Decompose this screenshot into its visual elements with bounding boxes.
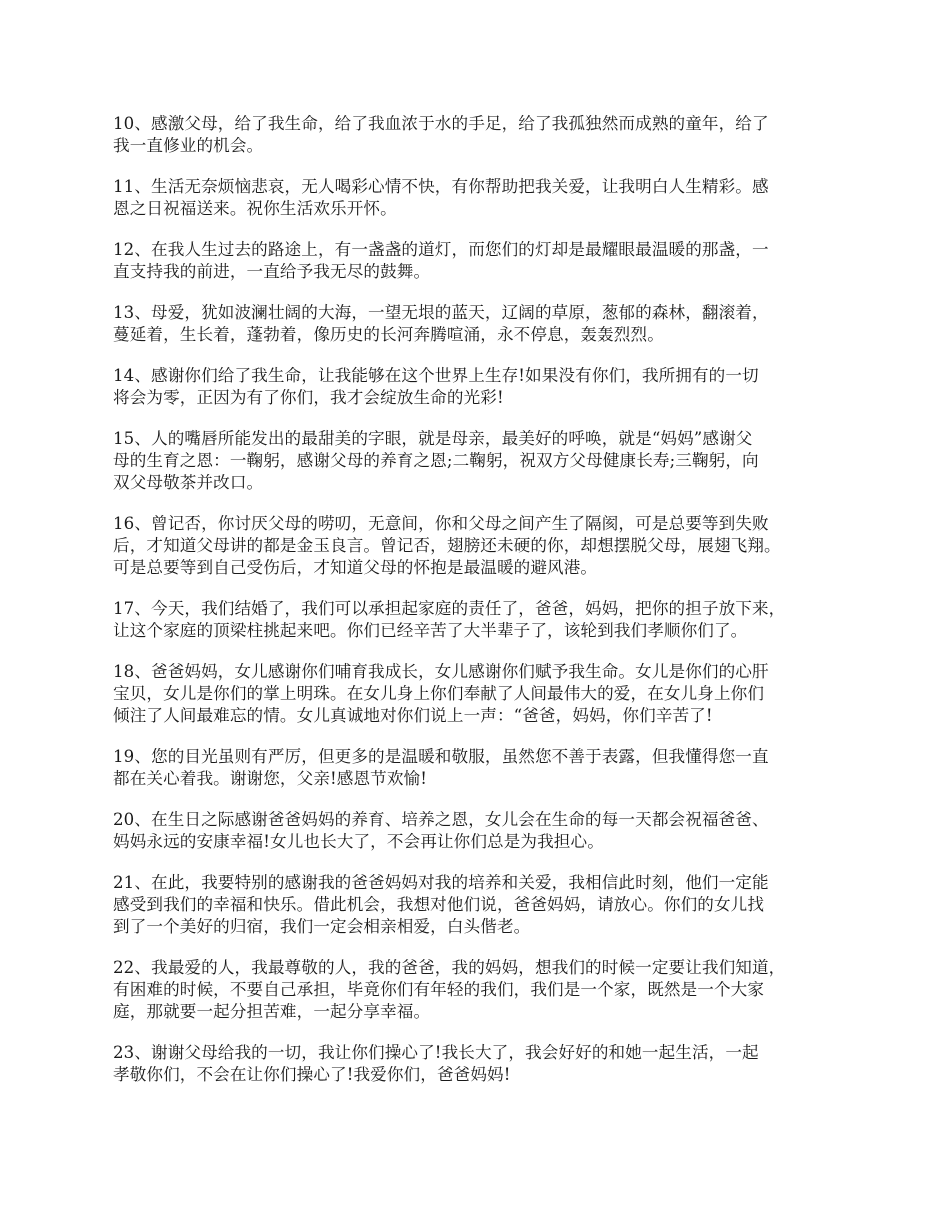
- paragraph-line: 双父母敬茶并改口。: [113, 473, 264, 492]
- paragraph-line: 18、爸爸妈妈，女儿感谢你们哺育我成长，女儿感谢你们赋予我生命。女儿是你们的心肝: [113, 662, 769, 681]
- paragraph-11: [113, 176, 840, 220]
- paragraph-line: 可是总要等到自己受伤后，才知道父母的怀抱是最温暖的避风港。: [113, 558, 598, 577]
- paragraph-line: 感受到我们的幸福和快乐。借此机会，我想对他们说，爸爸妈妈，请放心。你们的女儿找: [113, 895, 765, 914]
- paragraph-line: 23、谢谢父母给我的一切，我让你们操心了!我长大了，我会好好的和她一起生活，一起: [113, 1043, 759, 1062]
- paragraph-23: [113, 1042, 840, 1086]
- paragraph-line: 19、您的目光虽则有严厉，但更多的是温暖和敬服，虽然您不善于表露，但我懂得您一直: [113, 747, 769, 766]
- paragraph-line: 让这个家庭的顶梁柱挑起来吧。你们已经辛苦了大半辈子了，该轮到我们孝顺你们了。: [113, 621, 748, 640]
- paragraph-14: [113, 365, 840, 409]
- paragraph-18: [113, 661, 840, 727]
- paragraph-line: 母的生育之恩：一鞠躬，感谢父母的养育之恩;二鞠躬，祝双方父母健康长寿;三鞠躬，向: [113, 451, 759, 470]
- paragraph-line: 20、在生日之际感谢爸爸妈妈的养育、培养之恩，女儿会在生命的每一天都会祝福爸爸、: [113, 810, 769, 829]
- paragraph-13: [113, 302, 840, 346]
- paragraph-12: [113, 239, 840, 283]
- paragraph-line: 22、我最爱的人，我最尊敬的人，我的爸爸，我的妈妈，想我们的时候一定要让我们知道，: [113, 958, 786, 977]
- paragraph-17: [113, 598, 840, 642]
- paragraph-line: 都在关心着我。谢谢您，父亲!感恩节欢愉!: [113, 769, 428, 788]
- paragraph-line: 16、曾记否，你讨厌父母的唠叨，无意间，你和父母之间产生了隔阂，可是总要等到失败: [113, 514, 769, 533]
- paragraph-20: [113, 809, 840, 853]
- paragraph-19: [113, 746, 840, 790]
- paragraph-22: [113, 957, 840, 1023]
- paragraph-line: 到了一个美好的归宿，我们一定会相亲相爱，白头偕老。: [113, 917, 531, 936]
- paragraph-line: 孝敬你们，不会在让你们操心了!我爱你们，爸爸妈妈!: [113, 1065, 511, 1084]
- paragraph-line: 庭，那就要一起分担苦难，一起分享幸福。: [113, 1002, 431, 1021]
- paragraph-line: 蔓延着，生长着，蓬勃着，像历史的长河奔腾喧涌，永不停息，轰轰烈烈。: [113, 325, 664, 344]
- paragraph-line: 10、感激父母，给了我生命，给了我血浓于水的手足，给了我孤独然而成熟的童年，给了: [113, 114, 769, 133]
- paragraph-line: 15、人的嘴唇所能发出的最甜美的字眼，就是母亲，最美好的呼唤，就是“妈妈”感谢父: [113, 429, 753, 448]
- paragraph-line: 14、感谢你们给了我生命，让我能够在这个世界上生存!如果没有你们，我所拥有的一切: [113, 366, 759, 385]
- paragraph-line: 将会为零，正因为有了你们，我才会绽放生命的光彩!: [113, 388, 504, 407]
- paragraph-line: 后，才知道父母讲的都是金玉良言。曾记否，翅膀还未硬的你，却想摆脱父母，展翅飞翔。: [113, 536, 781, 555]
- paragraph-21: [113, 872, 840, 938]
- paragraph-line: 我一直修业的机会。: [113, 136, 264, 155]
- paragraph-15: [113, 428, 840, 494]
- paragraph-10: [113, 113, 840, 157]
- paragraph-line: 有困难的时候，不要自己承担，毕竟你们有年轻的我们，我们是一个家，既然是一个大家: [113, 980, 765, 999]
- paragraph-line: 13、母爱，犹如波澜壮阔的大海，一望无垠的蓝天，辽阔的草原，葱郁的森林，翻滚着，: [113, 303, 769, 322]
- paragraph-line: 12、在我人生过去的路途上，有一盏盏的道灯，而您们的灯却是最耀眼最温暖的那盏，一: [113, 240, 769, 259]
- paragraph-line: 21、在此，我要特别的感谢我的爸爸妈妈对我的培养和关爱，我相信此时刻，他们一定能: [113, 873, 769, 892]
- paragraph-line: 妈妈永远的安康幸福!女儿也长大了，不会再让你们总是为我担心。: [113, 832, 604, 851]
- paragraph-line: 11、生活无奈烦恼悲哀，无人喝彩心情不快，有你帮助把我关爱，让我明白人生精彩。感: [113, 177, 769, 196]
- paragraph-line: 17、今天，我们结婚了，我们可以承担起家庭的责任了，爸爸，妈妈，把你的担子放下来，: [113, 599, 786, 618]
- paragraph-line: 直支持我的前进，一直给予我无尽的鼓舞。: [113, 262, 431, 281]
- paragraph-16: [113, 513, 840, 579]
- paragraph-line: 恩之日祝福送来。祝你生活欢乐开怀。: [113, 199, 397, 218]
- paragraph-line: 宝贝，女儿是你们的掌上明珠。在女儿身上你们奉献了人间最伟大的爱，在女儿身上你们: [113, 684, 765, 703]
- paragraph-line: 倾注了人间最难忘的情。女儿真诚地对你们说上一声：“爸爸，妈妈，你们辛苦了!: [113, 706, 713, 725]
